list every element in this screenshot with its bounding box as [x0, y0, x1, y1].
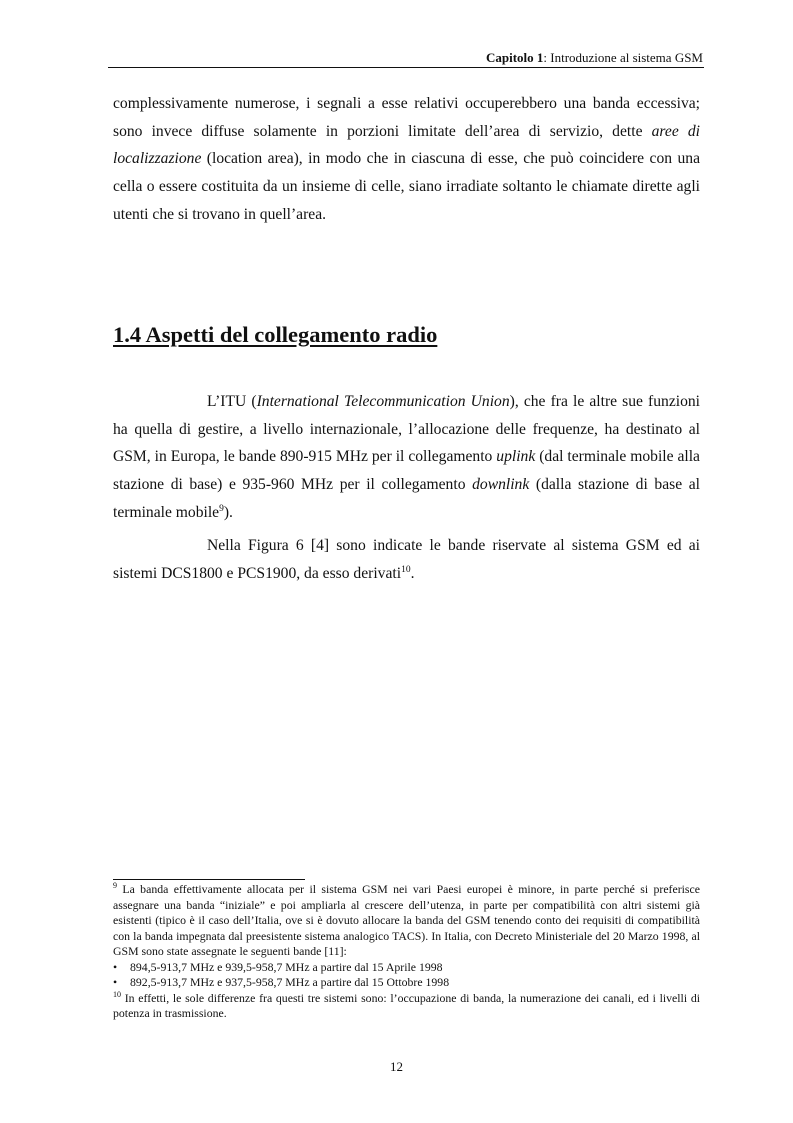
body-paragraph-3 — [113, 532, 700, 587]
footnote-bullet-list — [113, 960, 700, 991]
paragraph-text: ). — [223, 503, 233, 521]
footnote-text: La banda effettivamente allocata per il sistema GSM nei vari Paesi europei è minore, in parte perché si preferisce assegnare una banda “iniziale” e poi ampliarla al crescere dell’utenza, in parte per compatibilità con altri sistemi già esistenti (tipico è il caso dell’Italia, ove si è dovuto allocare la banda del GSM tenendo conto dei requisiti di compatibilità con la banda impegnata dal preesistente sistema analogico TACS). In Italia, con Decreto Ministeriale del 20 Marzo 1998, al GSM sono state assegnate le seguenti bande [11]: — [113, 882, 700, 958]
footnote-ref-9[interactable]: 9 — [219, 503, 224, 514]
italic-term: uplink — [496, 448, 536, 466]
italic-term: downlink — [472, 476, 530, 494]
paragraph-text: complessivamente numerose, i segnali a esse relativi occuperebbero una banda eccessiva; sono invece diffuse solamente in porzioni limitate dell’area di servizio, dette — [113, 95, 700, 140]
italic-term: aree di localizzazione — [113, 122, 700, 168]
bullet-icon: • — [113, 975, 118, 989]
list-item-text: 894,5-913,7 MHz e 939,5-958,7 MHz a partire dal 15 Aprile 1998 — [130, 959, 443, 974]
list-item-text: 892,5-913,7 MHz e 937,5-958,7 MHz a partire dal 15 Ottobre 1998 — [130, 975, 450, 989]
section-heading: 1.4 Aspetti del collegamento radio — [113, 322, 438, 347]
footnote-10 — [113, 991, 700, 1022]
paragraph-text: L’ITU ( — [207, 393, 257, 410]
chapter-label: Capitolo 1 — [485, 50, 544, 65]
page-number: 12 — [390, 1059, 403, 1074]
footnote-ref-10[interactable]: 10 — [401, 564, 411, 575]
list-item — [113, 975, 700, 991]
footnote-9 — [113, 882, 700, 960]
paragraph-text: Nella Figura 6 [4] sono indicate le bande riservate al sistema GSM ed ai sistemi DCS1800 e PCS1900, da esso derivati — [113, 537, 700, 582]
paragraph-text: . — [410, 564, 415, 582]
running-header — [486, 50, 703, 66]
body-paragraph-1 — [113, 90, 700, 229]
footnote-number: 9 — [113, 881, 117, 891]
footnote-rule — [113, 879, 305, 880]
paragraph-text: ), che fra le altre sue funzioni ha quella di gestire, a livello internazionale, l’allocazione delle frequenze, ha destinato al GSM, in Europa, le bande 890-915 MHz per il collegamento — [113, 393, 701, 466]
paragraph-text: (dal terminale mobile alla stazione di base) e 935-960 MHz per il collegamento — [113, 448, 700, 494]
bullet-icon: • — [113, 959, 118, 974]
paragraph-text: (location area), in modo che in ciascuna di esse, che può coincidere con una cella o essere costituita da un insieme di celle, siano irradiate soltanto le chiamate dirette agli utenti che si trovano in quell’area. — [113, 150, 700, 223]
paragraph-text: (dalla stazione di base al terminale mobile — [113, 476, 700, 521]
footnotes-section — [113, 882, 700, 1022]
header-rule — [108, 67, 704, 68]
list-item — [113, 960, 700, 976]
italic-term: International Telecommunication Union — [256, 393, 510, 410]
footnote-text: In effetti, le sole differenze fra questi tre sistemi sono: l’occupazione di banda, la numerazione dei canali, ed i livelli di potenza in trasmissione. — [113, 990, 700, 1020]
footnote-number: 10 — [113, 989, 121, 999]
chapter-title: : Introduzione al sistema GSM — [543, 50, 703, 65]
body-paragraph-2 — [113, 388, 700, 527]
